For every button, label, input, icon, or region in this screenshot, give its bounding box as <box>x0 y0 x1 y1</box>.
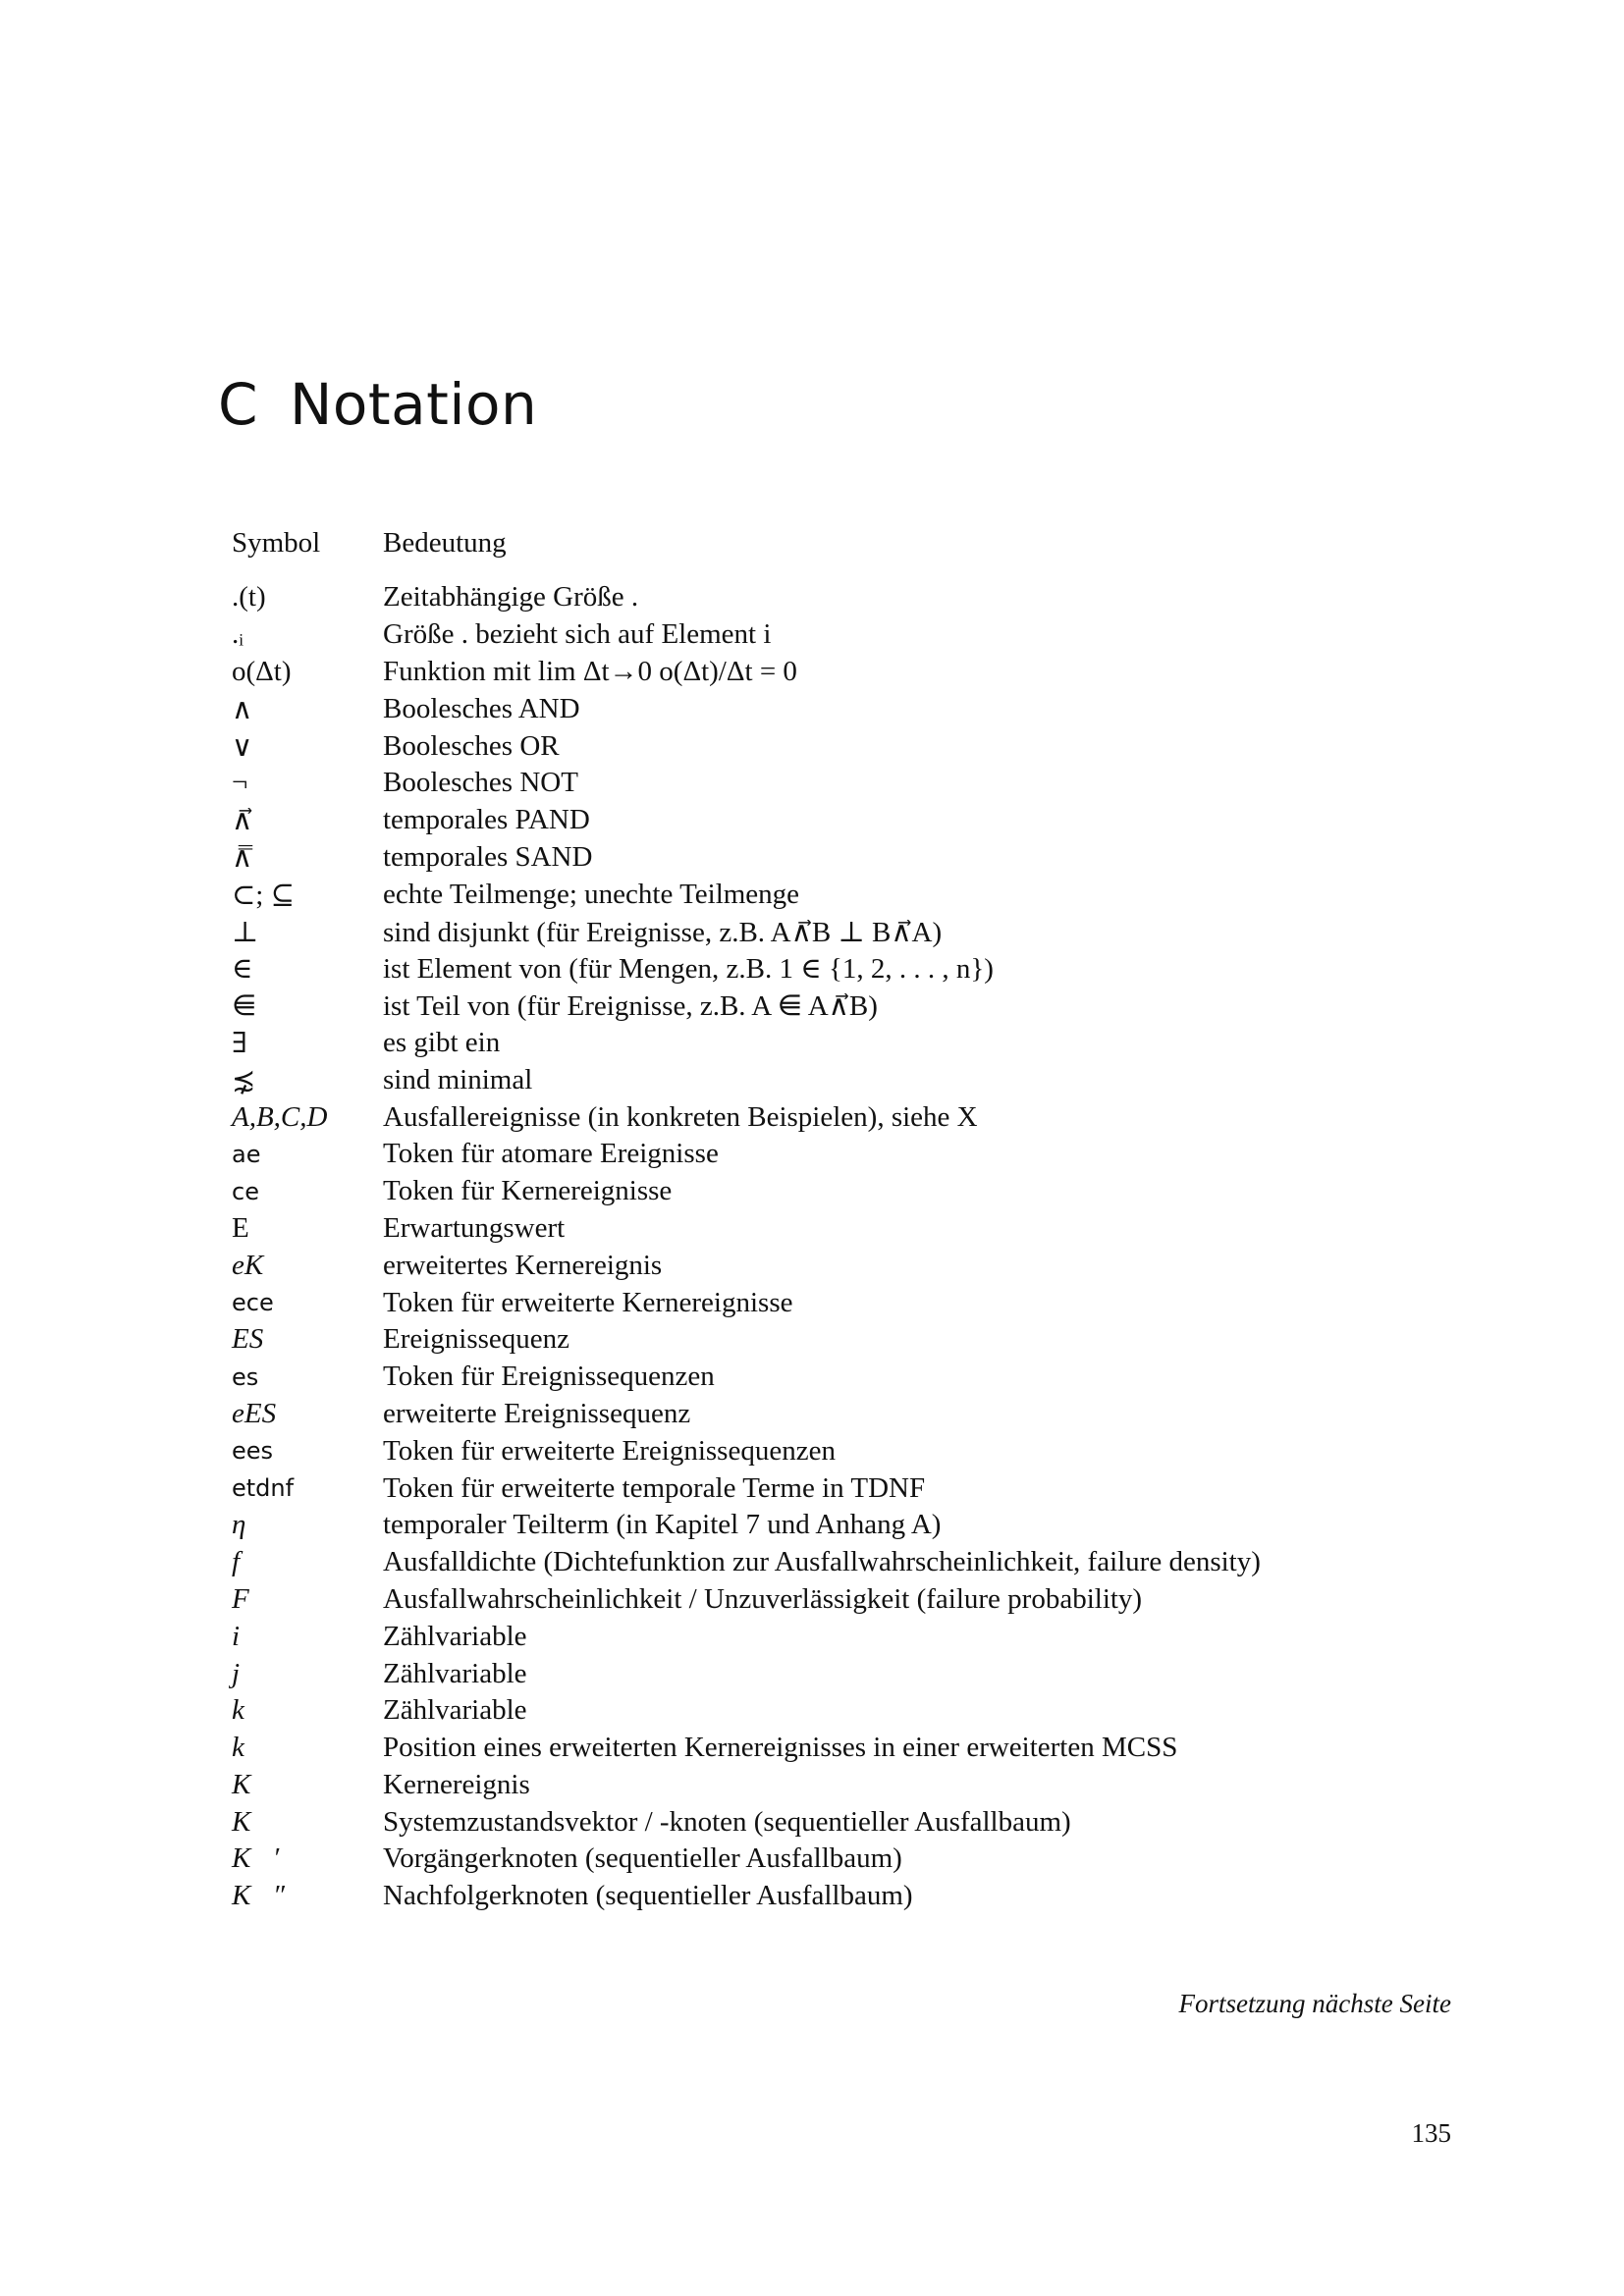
table-row <box>232 1618 1261 1655</box>
row-meaning: temporales PAND <box>383 804 590 836</box>
notation-table <box>232 522 1261 1915</box>
row-meaning: Zählvariable <box>383 1620 527 1652</box>
row-symbol: η <box>232 1509 246 1541</box>
table-row <box>232 1878 1261 1915</box>
row-meaning: Ausfallereignisse (in konkreten Beispielen), siehe X <box>383 1100 978 1133</box>
row-meaning: Nachfolgerknoten (sequentieller Ausfallbaum) <box>383 1880 913 1912</box>
row-meaning: erweiterte Ereignissequenz <box>383 1397 691 1429</box>
row-symbol: f <box>232 1546 241 1578</box>
row-symbol: K⃗′ <box>232 1842 280 1875</box>
table-row <box>232 579 1261 616</box>
table-row <box>232 1396 1261 1433</box>
table-row <box>232 1173 1261 1210</box>
table-row <box>232 1061 1261 1098</box>
table-row <box>232 950 1261 988</box>
row-meaning: Kernereignis <box>383 1768 530 1800</box>
row-meaning: es gibt ein <box>383 1026 501 1058</box>
table-row <box>232 1544 1261 1581</box>
row-symbol: es <box>232 1362 259 1391</box>
row-symbol: o(Δt) <box>232 655 292 687</box>
row-symbol: K <box>232 1768 251 1800</box>
row-meaning: Boolesches OR <box>383 729 560 762</box>
row-meaning: Boolesches AND <box>383 692 580 724</box>
continued-note: Fortsetzung nächste Seite <box>1178 1989 1451 2018</box>
row-meaning: ist Teil von (für Ereignisse, z.B. A ⋹ A∧⃗B) <box>383 990 878 1023</box>
row-meaning: Token für Kernereignisse <box>383 1175 673 1207</box>
row-symbol: k <box>232 1732 244 1764</box>
row-symbol: ∨ <box>232 730 253 763</box>
row-symbol: j <box>232 1657 241 1689</box>
row-symbol: eK <box>232 1249 264 1281</box>
row-meaning: Ausfallwahrscheinlichkeit / Unzuverlässigkeit (failure probability) <box>383 1582 1143 1615</box>
row-meaning: Zählvariable <box>383 1657 527 1689</box>
row-meaning: Funktion mit lim Δt→0 o(Δt)/Δt = 0 <box>383 655 797 687</box>
table-row <box>232 727 1261 765</box>
row-symbol: ece <box>232 1289 274 1317</box>
notation-rows <box>232 563 1261 1915</box>
page-number: 135 <box>1411 2118 1451 2148</box>
header-symbol: Symbol <box>232 526 321 559</box>
table-row <box>232 1025 1261 1062</box>
row-meaning: Token für atomare Ereignisse <box>383 1138 719 1170</box>
table-row <box>232 1730 1261 1767</box>
row-symbol: K⃗″ <box>232 1880 285 1912</box>
table-row <box>232 913 1261 950</box>
table-row <box>232 1581 1261 1619</box>
row-meaning: sind disjunkt (für Ereignisse, z.B. A∧⃗B ⊥ B∧⃗A) <box>383 916 943 948</box>
row-symbol: .ᵢ <box>232 618 244 651</box>
row-meaning: Token für erweiterte Kernereignisse <box>383 1286 793 1318</box>
row-meaning: Erwartungswert <box>383 1211 566 1244</box>
row-symbol: ES <box>232 1323 264 1356</box>
row-symbol: E <box>232 1211 249 1244</box>
row-meaning: Größe . bezieht sich auf Element i <box>383 618 772 651</box>
table-row <box>232 988 1261 1025</box>
row-symbol: A,B,C,D <box>232 1100 328 1133</box>
row-meaning: Vorgängerknoten (sequentieller Ausfallbaum) <box>383 1842 902 1875</box>
table-row <box>232 616 1261 654</box>
table-row <box>232 765 1261 802</box>
table-row <box>232 1655 1261 1692</box>
chapter-number: C <box>218 371 258 438</box>
chapter-title <box>218 371 537 438</box>
table-row <box>232 839 1261 877</box>
table-row <box>232 802 1261 839</box>
row-meaning: ist Element von (für Mengen, z.B. 1 ∈ {1, 2, . . . , n}) <box>383 953 994 986</box>
table-row <box>232 690 1261 727</box>
table-row <box>232 1284 1261 1321</box>
row-symbol: ⋹ <box>232 990 257 1023</box>
row-symbol: ce <box>232 1177 259 1205</box>
row-meaning: echte Teilmenge; unechte Teilmenge <box>383 878 800 910</box>
row-meaning: sind minimal <box>383 1063 533 1095</box>
row-symbol: ∧̿ <box>232 841 253 874</box>
table-row <box>232 1469 1261 1507</box>
row-meaning: temporales SAND <box>383 840 593 873</box>
row-meaning: Ereignissequenz <box>383 1323 570 1356</box>
row-meaning: Token für erweiterte temporale Terme in TDNF <box>383 1471 926 1504</box>
table-row <box>232 876 1261 913</box>
row-meaning: Position eines erweiterten Kernereignisses in einer erweiterten MCSS <box>383 1732 1178 1764</box>
table-row <box>232 1136 1261 1173</box>
row-symbol: etdnf <box>232 1474 295 1503</box>
row-symbol: ⊥ <box>232 916 259 948</box>
row-symbol: ⊂; ⊆ <box>232 879 295 911</box>
chapter-name: Notation <box>290 371 538 438</box>
row-meaning: Zeitabhängige Größe . <box>383 581 639 614</box>
table-row <box>232 1767 1261 1804</box>
row-meaning: temporaler Teilterm (in Kapitel 7 und Anhang A) <box>383 1509 942 1541</box>
table-row <box>232 1841 1261 1878</box>
row-symbol: F <box>232 1582 249 1615</box>
row-symbol: ∧ <box>232 693 253 725</box>
row-meaning: Token für erweiterte Ereignissequenzen <box>383 1434 836 1467</box>
row-meaning: Boolesches NOT <box>383 767 578 799</box>
table-row <box>232 1098 1261 1136</box>
table-row <box>232 1247 1261 1284</box>
row-symbol: ⋨ <box>232 1064 256 1096</box>
table-row <box>232 1432 1261 1469</box>
row-meaning: Ausfalldichte (Dichtefunktion zur Ausfallwahrscheinlichkeit, failure density) <box>383 1546 1261 1578</box>
row-symbol: ae <box>232 1140 261 1168</box>
row-symbol: eES <box>232 1397 277 1429</box>
table-row <box>232 654 1261 691</box>
table-row <box>232 1210 1261 1248</box>
row-symbol: ∈ <box>232 953 253 986</box>
row-meaning: Token für Ereignissequenzen <box>383 1361 715 1393</box>
row-meaning: erweitertes Kernereignis <box>383 1249 663 1281</box>
row-symbol: k <box>232 1694 244 1727</box>
row-symbol: K⃗ <box>232 1805 273 1838</box>
row-symbol: ∧⃗ <box>232 805 253 837</box>
table-row <box>232 1803 1261 1841</box>
row-meaning: Systemzustandsvektor / -knoten (sequentieller Ausfallbaum) <box>383 1805 1071 1838</box>
row-symbol: ees <box>232 1437 274 1466</box>
table-header-row <box>232 522 1261 563</box>
row-symbol: ¬ <box>232 767 248 799</box>
row-symbol: i <box>232 1620 241 1652</box>
row-meaning: Zählvariable <box>383 1694 527 1727</box>
table-row <box>232 1321 1261 1359</box>
table-row <box>232 1692 1261 1730</box>
table-row <box>232 1359 1261 1396</box>
table-row <box>232 1507 1261 1544</box>
row-symbol: ∃ <box>232 1027 247 1059</box>
header-meaning: Bedeutung <box>383 526 507 559</box>
row-symbol: .(t) <box>232 581 266 614</box>
